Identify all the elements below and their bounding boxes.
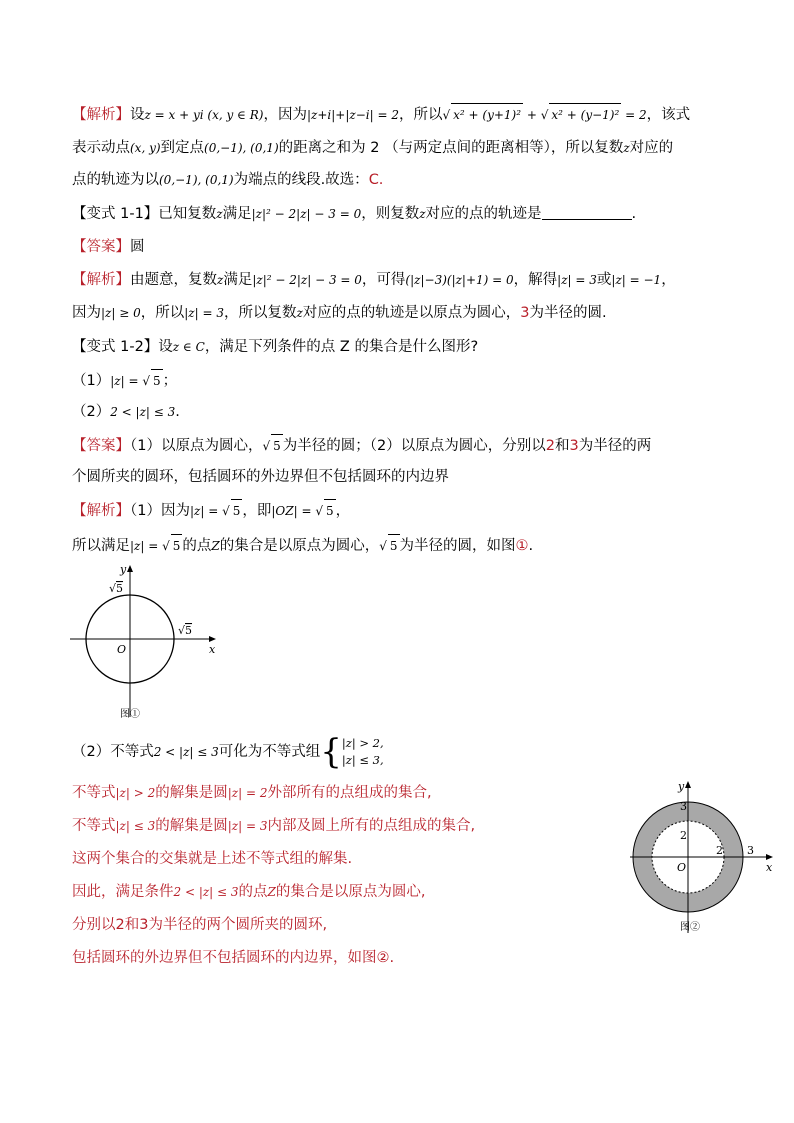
x-axis-label: x — [209, 643, 216, 656]
explanation-line-4: 因此，满足条件2 < |z| ≤ 3的点Z的集合是以原点为圆心, — [72, 884, 426, 900]
y-intercept-label: √5 — [109, 582, 124, 595]
condition-formula: |z+i|+|z−i| = 2 — [306, 108, 399, 122]
analysis-line-1: 【解析】设z = x + yi (x, y ∈ R)，因为|z+i|+|z−i| = 2，所以√ x² + (y+1)² + √ x² + (y−1)² = 2，该式 — [72, 103, 690, 126]
x-axis-arrow — [209, 636, 216, 642]
y-axis-arrow — [685, 781, 691, 788]
x-label-2: 2 — [716, 844, 723, 857]
origin-label: O — [677, 861, 687, 874]
y-label-2: 2 — [680, 829, 687, 842]
x-label-3: 3 — [747, 844, 754, 857]
variant-tag: 【变式 1-1】 — [72, 206, 159, 222]
figure-2-caption: 图② — [680, 922, 700, 933]
x-intercept-label: √5 — [178, 624, 193, 637]
x-axis-arrow — [766, 854, 773, 860]
analysis-line-2: 表示动点(x, y)到定点(0,−1), (0,1)的距离之和为 2 （与两定点间的距离相等），所以复数z对应的 — [72, 140, 674, 156]
system-brace: { — [320, 732, 342, 772]
question-item-1: （1）|z| = √ 5 ； — [72, 369, 177, 392]
analysis-tag: 【解析】 — [72, 272, 130, 288]
analysis-1-1-line-1: 【解析】由题意，复数z满足|z|² − 2|z| − 3 = 0，可得(|z|−3)(|z|+1) = 0，解得|z| = 3或|z| = −1， — [72, 272, 676, 288]
y-axis-arrow — [127, 565, 133, 572]
y-axis-label: y — [678, 780, 685, 793]
origin-label: O — [117, 643, 127, 656]
analysis-line-3: 点的轨迹为以(0,−1), (0,1)为端点的线段.故选：C. — [72, 172, 384, 188]
analysis-tag: 【解析】 — [72, 107, 130, 123]
variant-1-1-question: 【变式 1-1】已知复数z满足|z|² − 2|z| − 3 = 0，则复数z对应的点的轨迹是 . — [72, 206, 637, 222]
answer-1-2-line-1: 【答案】（1）以原点为圆心，√ 5 为半径的圆；（2）以原点为圆心，分别以2和3为半径的两 — [72, 434, 651, 457]
explanation-line-2: 不等式|z| ≤ 3的解集是圆|z| = 3内部及圆上所有的点组成的集合, — [72, 818, 476, 834]
answer-blank — [542, 205, 632, 220]
answer-choice: C. — [368, 172, 384, 188]
answer-1-2-line-2: 个圆所夹的圆环，包括圆环的外边界但不包括圆环的内边界 — [72, 469, 449, 485]
explanation-line-5: 分别以2和3为半径的两个圆所夹的圆环, — [72, 917, 328, 933]
figure-ref-1: ① — [515, 538, 529, 554]
analysis-part-2-intro: （2）不等式2 < |z| ≤ 3可化为不等式组{|z| > 2, |z| ≤ 3, — [72, 732, 384, 772]
explanation-line-6: 包括圆环的外边界但不包括圆环的内边界，如图②. — [72, 950, 395, 966]
inequality-system: |z| > 2, |z| ≤ 3, — [341, 736, 384, 767]
answer-tag: 【答案】 — [72, 239, 130, 255]
variant-1-2-question: 【变式 1-2】设z ∈ C，满足下列条件的点 Z 的集合是什么图形? — [72, 339, 479, 355]
question-item-2: （2）2 < |z| ≤ 3. — [72, 404, 180, 420]
figure-1-caption: 图① — [120, 709, 140, 720]
explanation-line-1: 不等式|z| > 2的解集是圆|z| = 2外部所有的点组成的集合, — [72, 785, 432, 801]
figure-ref-2: ② — [376, 950, 390, 966]
figure-1-circle — [70, 562, 220, 722]
analysis-tag: 【解析】 — [72, 503, 130, 519]
analysis-1-2-line-2: 所以满足|z| = √ 5 的点Z的集合是以原点为圆心，√ 5 为半径的圆，如图①. — [72, 534, 533, 557]
variant-tag: 【变式 1-2】 — [72, 339, 159, 355]
answer-tag: 【答案】 — [72, 438, 130, 454]
figure-2-annulus — [628, 778, 778, 938]
answer-1-1: 【答案】圆 — [72, 239, 145, 255]
x-axis-label: x — [766, 861, 773, 874]
analysis-1-2-line-1: 【解析】（1）因为|z| = √ 5 ，即|OZ| = √ 5 ， — [72, 499, 350, 522]
z-definition: z = x + yi (x, y ∈ R) — [144, 108, 264, 122]
y-label-3: 3 — [680, 800, 687, 813]
y-axis-label: y — [120, 563, 127, 576]
distance-formula: √ x² + (y+1)² + √ x² + (y−1)² = 2 — [442, 108, 646, 122]
analysis-1-1-line-2: 因为|z| ≥ 0，所以|z| = 3，所以复数z对应的点的轨迹是以原点为圆心，3为半径的圆. — [72, 305, 607, 321]
explanation-line-3: 这两个集合的交集就是上述不等式组的解集. — [72, 851, 353, 867]
